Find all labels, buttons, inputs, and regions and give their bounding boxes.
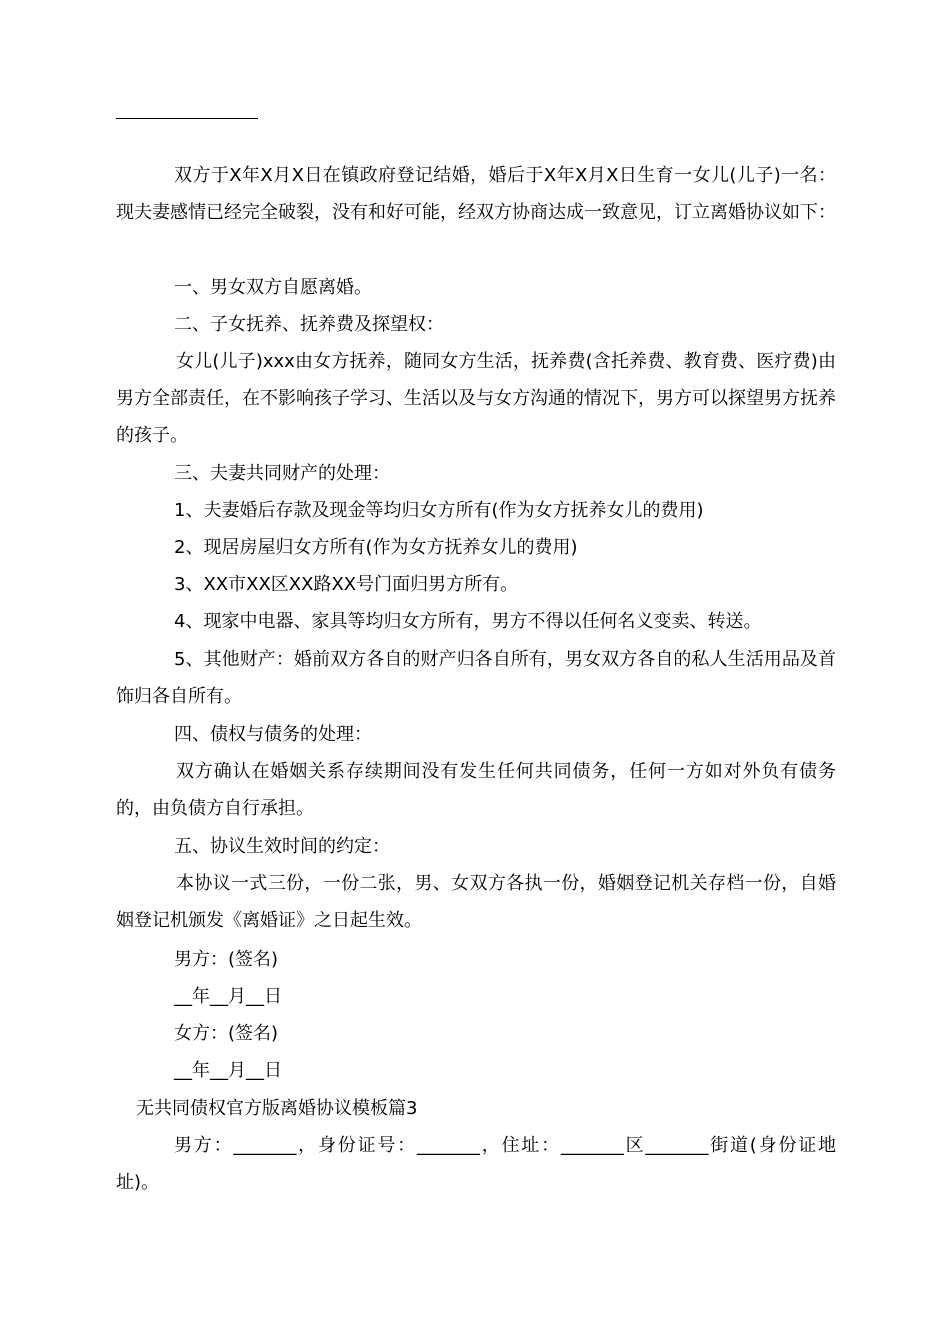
property-item-1: 1、夫妻婚后存款及现金等均归女方所有(作为女方抚养女儿的费用) [174, 500, 704, 521]
male-signature-line: 男方：(签名) [174, 949, 279, 970]
section-title: 无共同债权官方版离婚协议模板篇3 [136, 1098, 418, 1119]
clause-5-heading: 五、协议生效时间的约定： [174, 836, 390, 857]
property-item-4: 4、现家中电器、家具等均归女方所有，男方不得以任何名义变卖、转送。 [174, 611, 762, 632]
clause-3-heading: 三、夫妻共同财产的处理： [174, 463, 390, 484]
clause-2-heading: 二、子女抚养、抚养费及探望权： [174, 314, 444, 335]
female-signature-line: 女方：(签名) [174, 1023, 279, 1044]
intro-paragraph: 双方于X年X月X日在镇政府登记结婚，婚后于X年X月X日生育一女儿(儿子)一名：现夫妻感情已经完全破裂，没有和好可能，经双方协商达成一致意见，订立离婚协议如下： [116, 165, 836, 223]
debt-paragraph: 双方确认在婚姻关系存续期间没有发生任何共同债务，任何一方如对外负有债务的，由负债方自行承担。 [116, 761, 836, 819]
clause-1-heading: 一、男女双方自愿离婚。 [174, 277, 372, 298]
female-date-line: __年__月__日 [174, 1060, 282, 1081]
property-item-3: 3、XX市XX区XX路XX号门面归男方所有。 [174, 574, 519, 595]
party-info-paragraph: 男方：_______，身份证号：_______，住址：_______区_______街道(身份证地址)。 [116, 1135, 836, 1193]
clause-4-heading: 四、债权与债务的处理： [174, 724, 372, 745]
custody-paragraph: 女儿(儿子)xxx由女方抚养，随同女方生活，抚养费(含托养费、教育费、医疗费)由男方全部责任，在不影响孩子学习、生活以及与女方沟通的情况下，男方可以探望男方抚养的孩子。 [116, 351, 836, 446]
effective-paragraph: 本协议一式三份，一份二张，男、女双方各执一份，婚姻登记机关存档一份，自婚姻登记机颁发《离婚证》之日起生效。 [116, 873, 836, 931]
male-date-line: __年__月__日 [174, 986, 282, 1007]
top-rule [116, 118, 258, 119]
property-item-2: 2、现居房屋归女方所有(作为女方抚养女儿的费用) [174, 537, 578, 558]
property-item-5: 5、其他财产：婚前双方各自的财产归各自所有，男女双方各自的私人生活用品及首饰归各自所有。 [116, 649, 836, 707]
